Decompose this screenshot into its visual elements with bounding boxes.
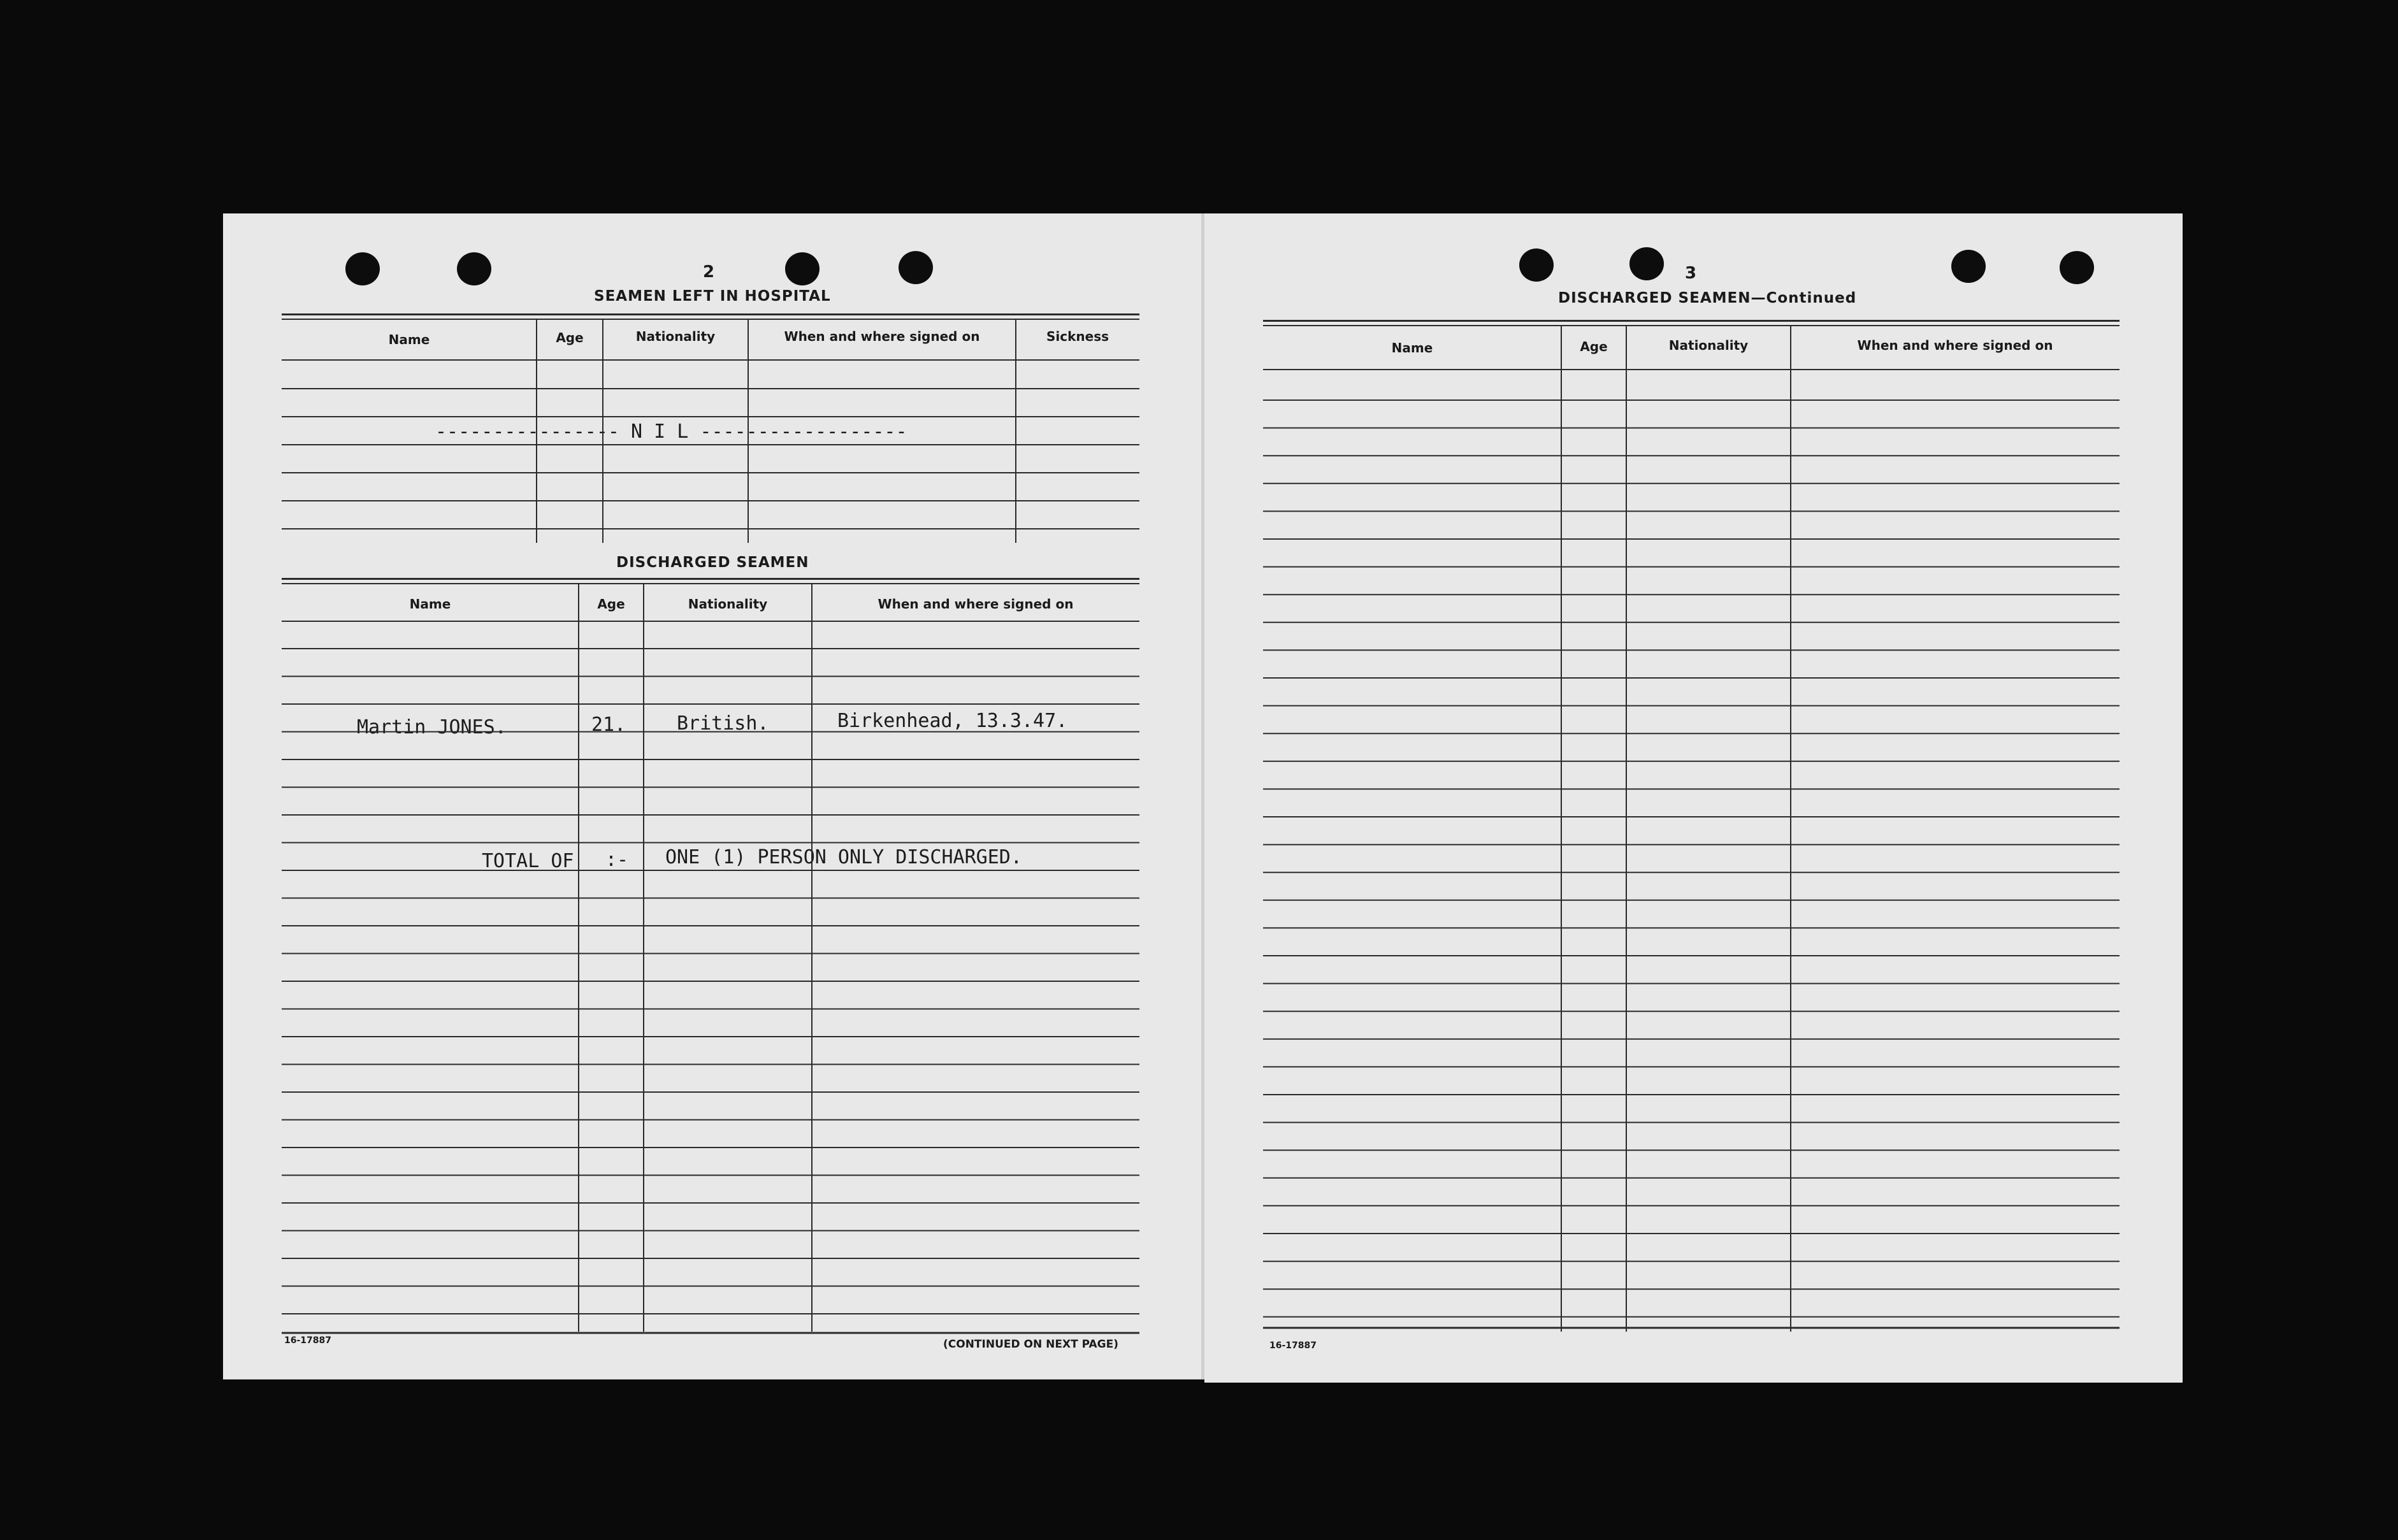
right-col-age: Age [1580, 339, 1608, 354]
total-label: TOTAL OF [482, 850, 574, 872]
page-number-right: 3 [1685, 264, 1697, 283]
total-text: ONE (1) PERSON ONLY DISCHARGED. [665, 846, 1022, 868]
seaman-signed-on: Birkenhead, 13.3.47. [837, 710, 1068, 732]
form-number-right: 16-17887 [1269, 1341, 1317, 1351]
discharged-col-name: Name [409, 596, 451, 612]
seaman-name: Martin JONES. [357, 716, 507, 738]
discharged-col-nationality: Nationality [688, 596, 768, 612]
hospital-col-name: Name [388, 332, 430, 347]
discharged-section-title: DISCHARGED SEAMEN [616, 554, 809, 571]
right-col-nationality: Nationality [1668, 338, 1749, 353]
discharged-col-age: Age [597, 596, 625, 612]
seaman-age: 21. [591, 714, 626, 736]
page-number-left: 2 [703, 263, 715, 282]
form-number-left: 16-17887 [284, 1335, 331, 1346]
right-section-title: DISCHARGED SEAMEN—Continued [1558, 290, 1857, 306]
discharged-col-signed-on: When and where signed on [878, 596, 1074, 612]
hospital-col-sickness: Sickness [1046, 329, 1109, 344]
hospital-col-nationality: Nationality [635, 329, 716, 344]
hospital-section-title: SEAMEN LEFT IN HOSPITAL [594, 288, 831, 305]
continued-note: (CONTINUED ON NEXT PAGE) [943, 1338, 1118, 1351]
hospital-col-signed-on: When and where signed on [784, 329, 980, 344]
right-col-signed-on: When and where signed on [1857, 338, 2053, 353]
right-col-name: Name [1391, 340, 1433, 356]
hospital-nil-entry: ---------------- N I L ------------------ [435, 421, 907, 443]
seaman-nationality: British. [677, 712, 769, 735]
total-separator: :- [605, 849, 629, 871]
hospital-col-age: Age [556, 330, 584, 345]
